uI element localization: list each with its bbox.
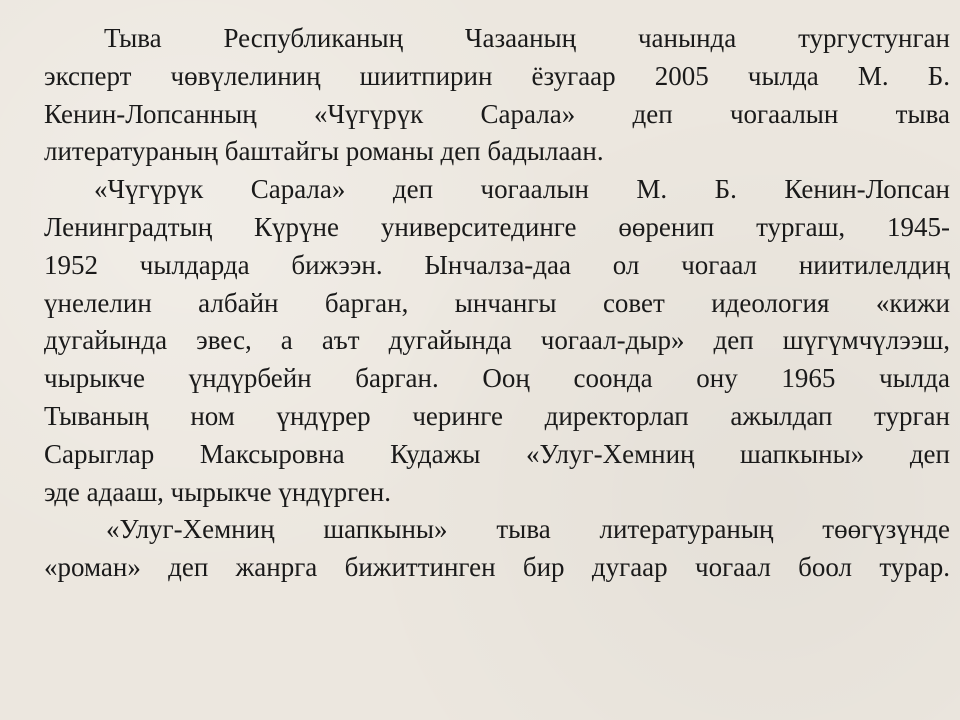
text-line: эксперт чөвүлелиниң шиитпирин ёзугаар 2005 чылда М. Б. [44,60,950,91]
text-line: «Улуг-Хемниң шапкыны» тыва литератураның төөгүзүнде [106,514,950,545]
text-line: Сарыглар Максыровна Кудажы «Улуг-Хемниң шапкыны» деп [44,438,950,469]
paragraph-2 [44,171,950,511]
text-line: дугайында эвес, а аът дугайында чогаал-дыр» деп шүгүмчүлээш, [44,325,950,356]
text-line: чырыкче үндүрбейн барган. Ооң соонда ону 1965 чылда [44,363,950,394]
text-line: 1952 чылдарда бижээн. Ынчалза-даа ол чогаал ниитилелдиң [44,249,950,280]
text-line: Тываның ном үндүрер черинге директорлап ажылдап турган [44,400,950,431]
document-text [44,20,950,587]
text-line: «Чүгүрүк Сарала» деп чогаалын М. Б. Кенин-Лопсан [94,174,950,205]
text-line: Тыва Республиканың Чазааның чанында тургустунган [104,23,950,53]
text-line: эде адааш, чырыкче үндүрген. [44,476,391,507]
text-line: Кенин-Лопсанның «Чүгүрүк Сарала» деп чогаалын тыва [44,98,950,129]
paragraph-3 [44,511,950,587]
paragraph-1 [44,20,950,171]
text-line: литератураның баштайгы романы деп бадылаан. [44,136,604,167]
text-line: «роман» деп жанрга бижиттинген бир дугаар чогаал боол турар. [44,552,950,583]
text-line: Ленинградтың Күрүне университединге өөренип тургаш, 1945- [44,211,950,242]
text-line: үнелелин албайн барган, ынчангы совет идеология «кижи [44,287,950,318]
